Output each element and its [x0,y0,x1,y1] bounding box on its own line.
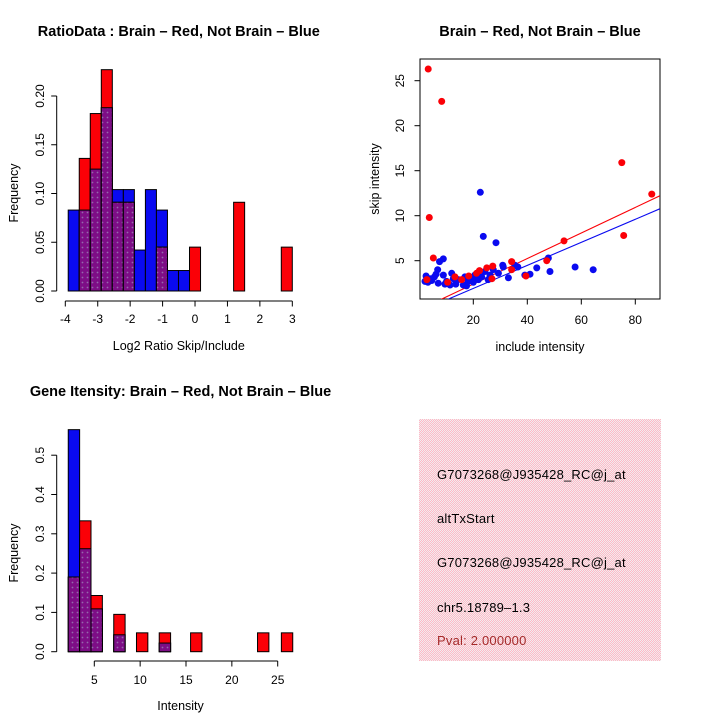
histogram-bar-blue [134,250,145,291]
histogram-overlap-segment [79,210,90,291]
histogram-bar-red [190,247,201,291]
scatter-point-red [543,257,550,264]
info-panel [419,419,661,661]
scatter-point-blue [572,264,579,271]
scatter-point-red [508,266,515,273]
scatter-point-blue [533,264,540,271]
scatter-point-red [426,214,433,221]
y-tick-label: 0.10 [33,181,47,206]
x-tick-label: 80 [628,313,642,327]
histogram-bar-red [234,202,245,291]
scatter-point-blue [492,239,499,246]
x-axis-label: Intensity [157,699,204,713]
y-tick-label: 15 [393,164,407,178]
plot-box [420,59,660,299]
scatter-point-blue [436,258,443,265]
regression-line-blue [420,209,660,311]
y-tick-label: 20 [393,119,407,133]
scatter-point-red [465,273,472,280]
scatter-point-red [438,98,445,105]
scatter-point-blue [440,272,447,279]
scatter-point-blue [463,282,470,289]
x-tick-label: -3 [92,312,104,326]
event-type-text: altTxStart [437,511,495,526]
y-tick-label: 0.3 [33,525,47,543]
scatter-point-red [522,273,529,280]
y-axis-label: Frequency [7,523,21,583]
intensity-scatter-panel [360,0,720,360]
scatter-point-red [444,279,451,286]
scatter-point-blue [480,233,487,240]
y-tick-label: 0.20 [33,84,47,108]
scatter-point-red [561,237,568,244]
x-tick-label: 20 [225,673,239,687]
y-tick-label: 10 [393,209,407,223]
chromosome-location-text: chr5.18789–1.3 [437,600,531,615]
x-axis-label: Log2 Ratio Skip/Include [112,339,245,353]
scatter-point-red [476,267,483,274]
y-tick-label: 0.00 [33,279,47,303]
histogram-overlap-segment [123,202,134,291]
histogram-overlap-segment [114,635,125,652]
scatter-point-blue [452,281,459,288]
histogram-bar-blue [145,190,156,291]
y-tick-label: 5 [393,257,407,265]
scatter-point-red [488,275,495,282]
y-axis-label: skip intensity [368,143,382,215]
histogram-overlap-segment [91,609,102,652]
scatter-point-blue [514,264,521,271]
y-tick-label: 0.5 [33,446,47,464]
x-tick-label: 1 [224,312,231,326]
y-axis-label: Frequency [7,163,21,223]
histogram-overlap-segment [159,643,170,652]
histogram-bar-red [281,247,292,291]
scatter-point-blue [495,270,502,277]
scatter-point-red [425,66,432,73]
scatter-point-blue [435,280,442,287]
y-tick-label: 0.0 [33,643,47,661]
ratio-histogram-panel [0,0,360,360]
histogram-bar-red [136,633,147,652]
scatter-point-red [430,255,437,262]
x-axis-label: include intensity [495,340,585,354]
x-tick-label: 40 [520,313,534,327]
x-tick-label: 15 [179,673,193,687]
gene-intensity-histogram-panel [0,360,360,720]
scatter-point-blue [505,274,512,281]
probe-id-repeat-text: G7073268@J935428_RC@j_at [437,555,626,570]
histogram-overlap-segment [68,577,79,652]
x-tick-label: 25 [271,673,285,687]
scatter-point-red [423,276,430,283]
scatter-point-blue [477,189,484,196]
x-tick-label: 2 [256,312,264,326]
x-tick-label: 60 [574,313,588,327]
panel-title: RatioData : Brain – Red, Not Brain – Blue [37,24,320,40]
scatter-point-red [648,191,655,198]
scatter-point-red [458,276,465,283]
scatter-point-red [620,232,627,239]
x-tick-label: 10 [133,673,147,687]
x-tick-label: 3 [288,312,296,326]
pval-text: Pval: 2.000000 [437,633,527,648]
y-tick-label: 0.15 [33,133,47,157]
scatter-point-blue [500,264,507,271]
histogram-overlap-segment [90,169,101,291]
scatter-point-red [489,263,496,270]
panel-title: Brain – Red, Not Brain – Blue [439,24,641,40]
y-tick-label: 0.2 [33,564,47,582]
scatter-point-red [508,258,515,265]
scatter-point-blue [546,268,553,275]
x-tick-label: -1 [157,312,168,326]
histogram-bar-blue [167,271,178,291]
scatter-point-red [483,264,490,271]
histogram-bar-red [281,633,292,652]
histogram-bar-blue [178,271,189,291]
histogram-bar-red [191,633,202,652]
histogram-bar-blue [68,210,79,291]
histogram-bar-red [258,633,269,652]
x-tick-label: 5 [90,673,98,687]
scatter-point-blue [470,279,477,286]
y-tick-label: 0.05 [33,230,47,254]
x-tick-label: -2 [124,312,136,326]
y-tick-label: 25 [393,74,407,88]
histogram-overlap-segment [101,108,112,291]
histogram-overlap-segment [156,247,167,291]
scatter-point-blue [434,266,441,273]
probe-id-text: G7073268@J935428_RC@j_at [437,467,626,482]
histogram-overlap-segment [80,549,91,652]
regression-line-red [420,196,660,310]
scatter-point-blue [590,266,597,273]
histogram-overlap-segment [112,202,123,291]
scatter-point-red [451,273,458,280]
x-tick-label: 20 [466,313,480,327]
panel-title: Gene Itensity: Brain – Red, Not Brain – Blue [29,384,332,400]
x-tick-label: -4 [59,312,71,326]
y-tick-label: 0.4 [33,486,47,503]
x-tick-label: 0 [191,312,199,326]
scatter-point-red [618,159,625,166]
y-tick-label: 0.1 [33,604,47,621]
